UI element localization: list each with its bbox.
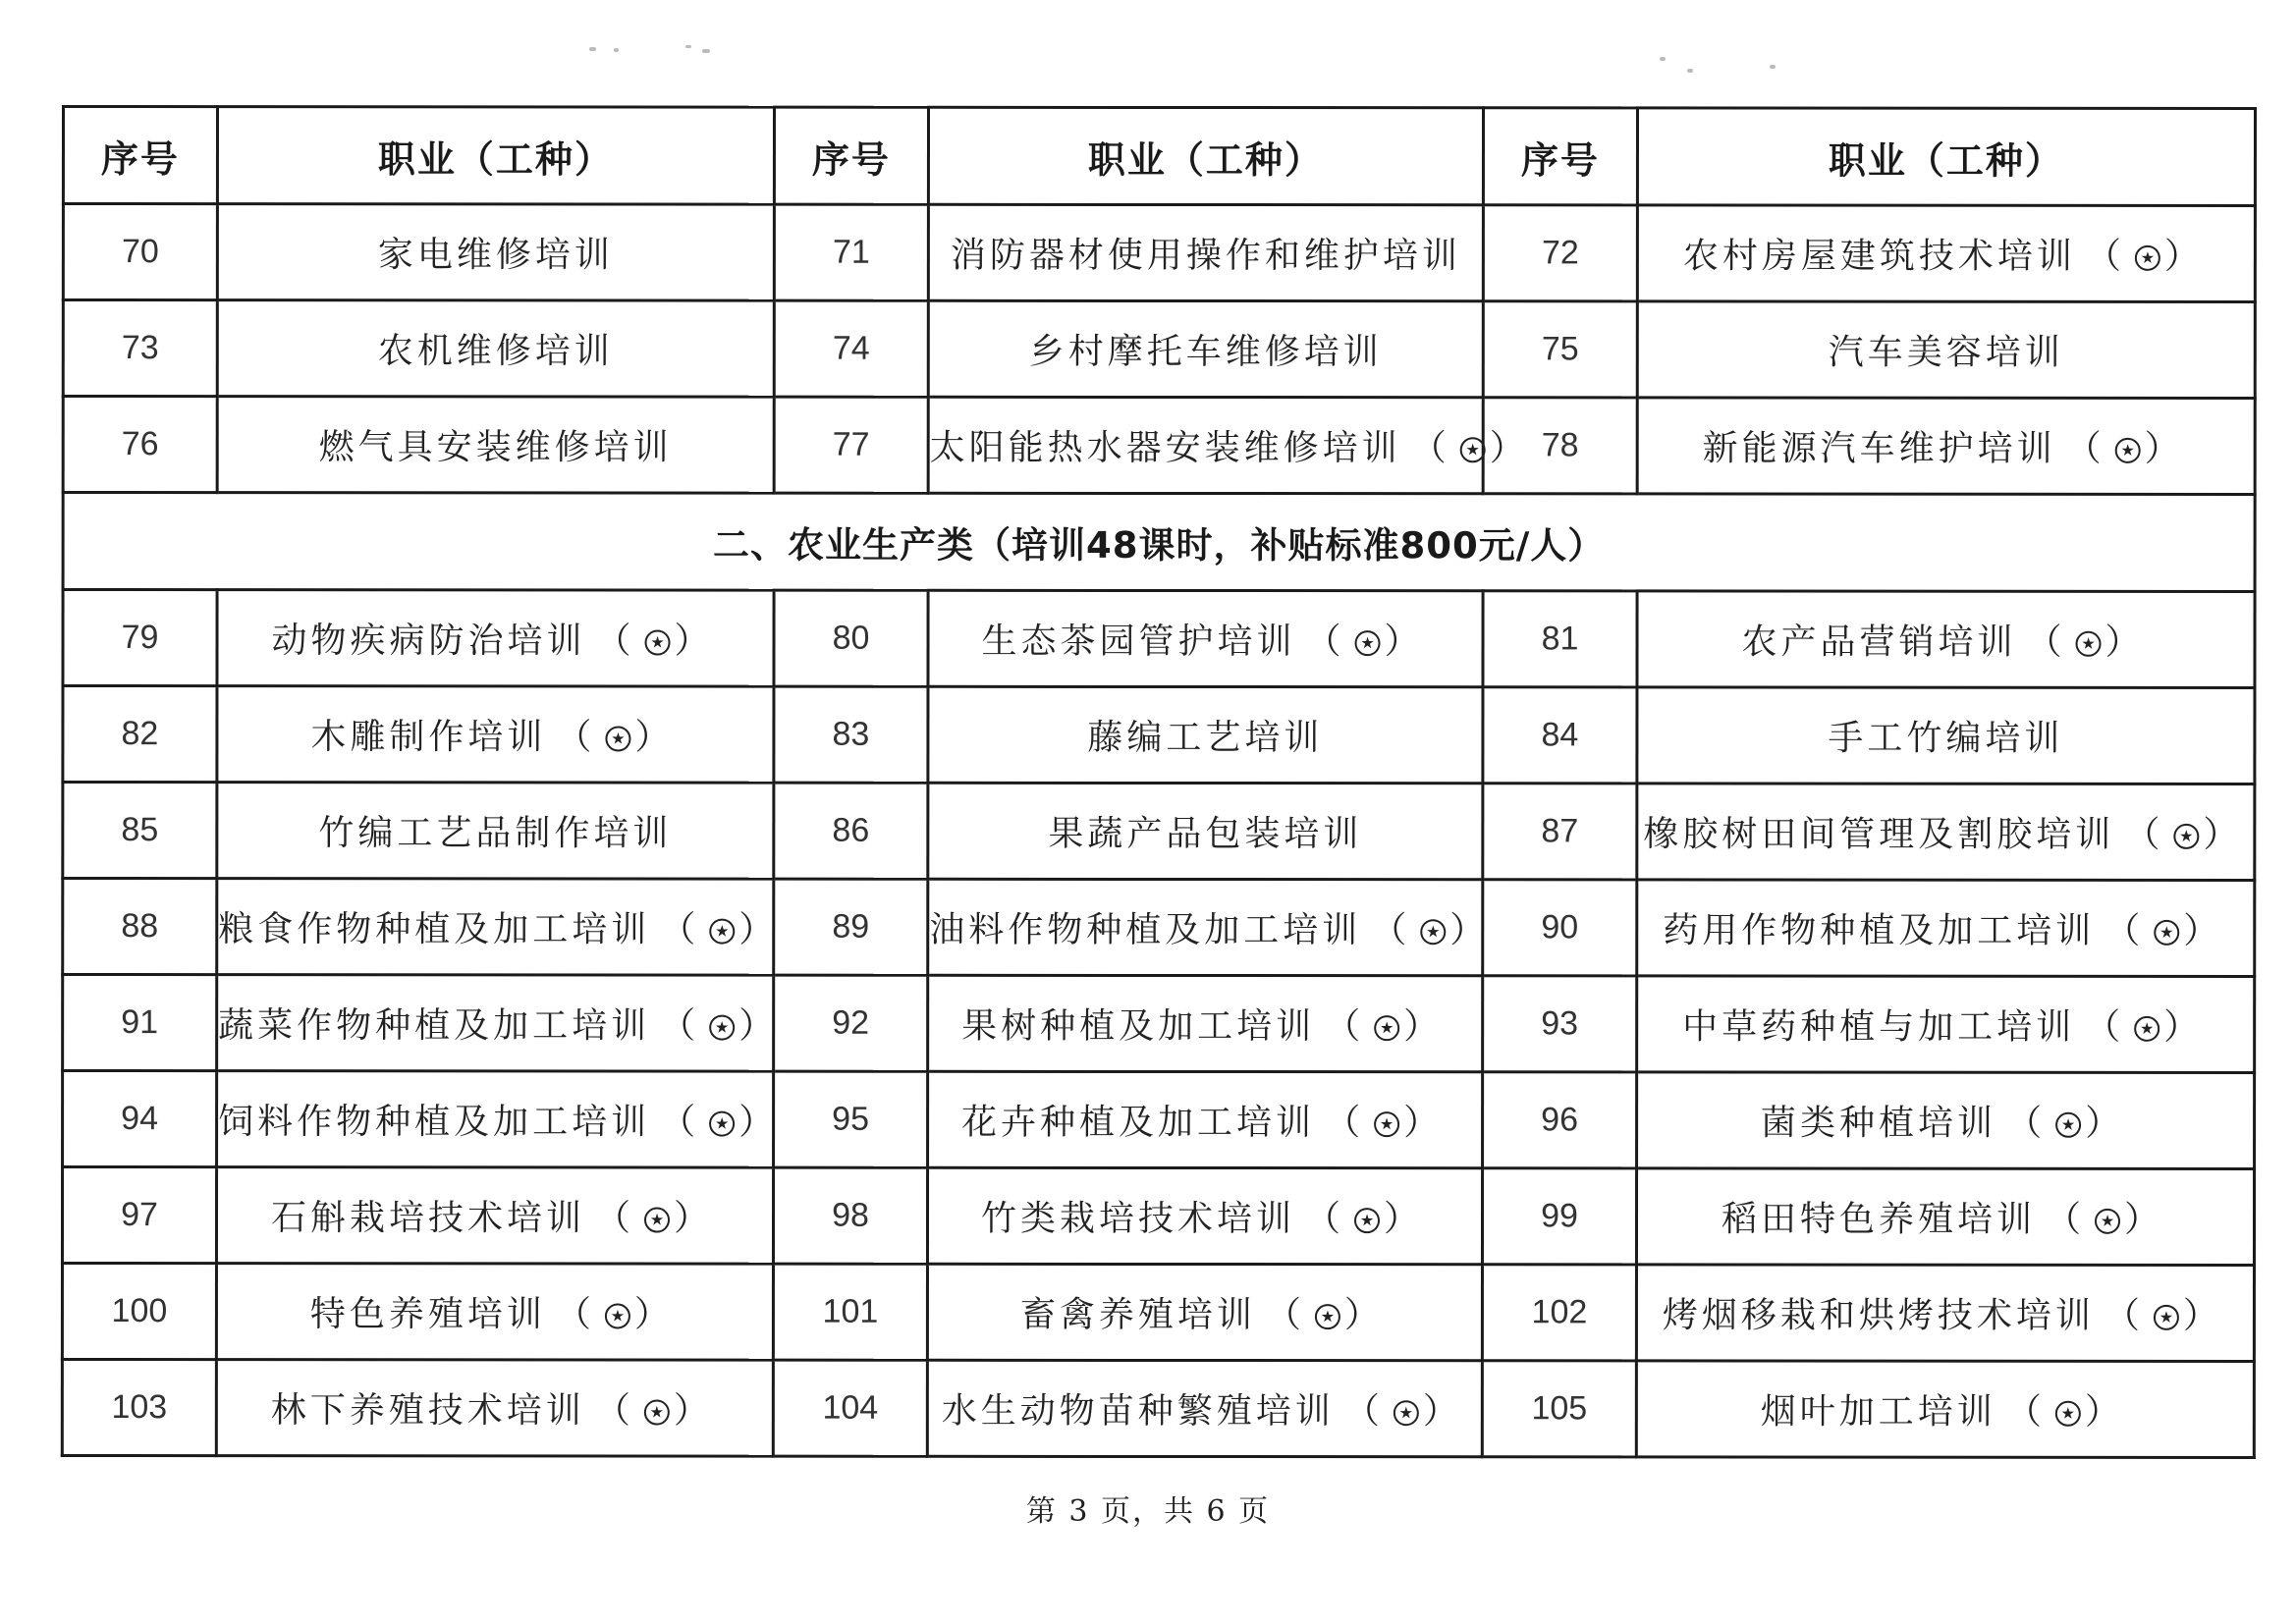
table-row [62, 1264, 2254, 1362]
key-occupation-mark [1266, 1287, 1390, 1337]
mark-close-paren: ） [2105, 622, 2151, 663]
occupation-name: 药用作物种植及加工培训 [1663, 910, 2096, 951]
seq-number: 80 [774, 590, 928, 686]
occupation-name: 菌类种植培训 [1761, 1103, 1997, 1144]
mark-close-paren: ） [2182, 1295, 2228, 1336]
occupation-cell [217, 590, 774, 686]
seq-number: 91 [63, 975, 217, 1071]
group1-body [63, 204, 2255, 495]
mark-open-paren: （ [2006, 1103, 2052, 1144]
occupation-name: 橡胶树田间管理及割胶培训 [1643, 814, 2115, 855]
occupation-cell [1637, 880, 2255, 977]
mark-open-paren: （ [660, 1102, 706, 1143]
occupation-cell [217, 300, 774, 397]
occupation-name: 消防器材使用操作和维护培训 [950, 235, 1461, 277]
occupation-cell [217, 879, 785, 975]
occupation-cell [1637, 687, 2255, 784]
occupation-name: 油料作物种植及加工培训 [929, 909, 1362, 951]
occupation-cell [928, 879, 1496, 975]
scan-speck [589, 47, 596, 51]
scan-speck [614, 48, 619, 52]
occupation-table [61, 105, 2257, 1459]
key-occupation-mark [660, 1095, 784, 1145]
seq-number: 105 [1482, 1361, 1636, 1457]
key-occupation-mark [2105, 1288, 2228, 1338]
occupation-name: 花卉种植及加工培训 [961, 1102, 1316, 1144]
table-header [63, 107, 2255, 206]
mark-close-paren: ） [2203, 814, 2249, 855]
circled-star-icon [1374, 1015, 1399, 1041]
occupation-cell [1637, 1072, 2255, 1169]
seq-number: 94 [63, 1071, 217, 1167]
circled-star-icon [2055, 1112, 2081, 1138]
seq-number: 87 [1483, 784, 1637, 880]
mark-close-paren: ） [1403, 1103, 1449, 1144]
mark-open-paren: （ [594, 1390, 640, 1432]
scan-speck [1770, 65, 1776, 69]
circled-star-icon [2115, 438, 2141, 463]
occupation-cell [1636, 1168, 2254, 1266]
mark-open-paren: （ [594, 1198, 641, 1239]
occupation-name: 手工竹编培训 [1828, 718, 2064, 759]
seq-number: 73 [63, 300, 217, 397]
mark-open-paren: （ [2026, 622, 2072, 663]
seq-number: 76 [63, 397, 217, 493]
mark-close-paren: ） [1343, 1295, 1390, 1336]
key-occupation-mark [2086, 229, 2210, 279]
mark-open-paren: （ [2065, 428, 2111, 469]
occupation-name: 特色养殖培训 [309, 1294, 546, 1335]
mark-open-paren: （ [595, 621, 641, 662]
mark-close-paren: ） [2085, 1103, 2131, 1144]
seq-number: 95 [774, 1071, 928, 1167]
circled-star-icon [709, 1015, 735, 1041]
occupation-cell [928, 1071, 1483, 1167]
mark-close-paren: ） [1383, 1199, 1430, 1240]
circled-star-icon [2095, 1209, 2120, 1234]
seq-header: 序号 [774, 107, 928, 204]
occupation-cell [216, 1167, 773, 1264]
scan-speck [685, 45, 691, 48]
occupation-cell [928, 686, 1483, 783]
occupation-cell [1636, 1265, 2254, 1362]
occupation-header: 职业（工种） [217, 107, 774, 204]
occupation-name: 藤编工艺培训 [1087, 717, 1324, 759]
group2-body [62, 590, 2255, 1458]
mark-close-paren: ） [2144, 428, 2190, 469]
seq-number: 86 [774, 783, 928, 879]
circled-star-icon [2076, 631, 2102, 657]
seq-header: 序号 [1483, 108, 1637, 205]
key-occupation-mark [1305, 614, 1429, 664]
seq-number: 85 [63, 783, 217, 879]
occupation-name: 新能源汽车维护培训 [1702, 428, 2056, 469]
seq-number: 99 [1482, 1168, 1636, 1265]
seq-header: 序号 [63, 107, 217, 204]
table-row [63, 975, 2255, 1073]
seq-number: 96 [1483, 1072, 1637, 1168]
circled-star-icon [1374, 1111, 1399, 1137]
occupation-name: 畜禽养殖培训 [1019, 1294, 1256, 1336]
occupation-name: 燃气具安装维修培训 [318, 427, 673, 468]
occupation-cell [928, 204, 1483, 300]
occupation-cell [927, 1167, 1482, 1264]
mark-close-paren: ） [738, 1005, 785, 1047]
seq-number: 103 [62, 1360, 216, 1456]
occupation-name: 家电维修培训 [377, 235, 614, 276]
circled-star-icon [605, 726, 630, 751]
mark-close-paren: ） [2183, 910, 2229, 951]
occupation-name: 中草药种植与加工培训 [1682, 1006, 2076, 1048]
occupation-name: 蔬菜作物种植及加工培训 [218, 1005, 651, 1047]
header-row [63, 107, 2255, 206]
mark-open-paren: （ [1325, 1006, 1371, 1048]
scan-speck [1660, 57, 1666, 61]
scan-speck [1687, 69, 1693, 73]
key-occupation-mark [2046, 1192, 2169, 1242]
occupation-cell [1637, 205, 2255, 302]
mark-close-paren: ） [1449, 910, 1496, 951]
mark-open-paren: （ [1371, 910, 1417, 951]
key-occupation-mark [1325, 999, 1449, 1049]
seq-number: 84 [1483, 687, 1637, 784]
mark-open-paren: （ [2124, 814, 2170, 855]
mark-close-paren: ） [673, 1198, 720, 1239]
occupation-name: 竹编工艺品制作培训 [318, 813, 673, 854]
mark-close-paren: ） [634, 717, 681, 758]
occupation-name: 稻田特色养殖培训 [1721, 1199, 2037, 1240]
mark-open-paren: （ [1343, 1391, 1390, 1433]
table-row [63, 783, 2255, 881]
circled-star-icon [1420, 919, 1446, 945]
section-title: 二、农业生产类（培训48课时，补贴标准800元/人） [63, 493, 2255, 592]
mark-open-paren: （ [1265, 1295, 1311, 1336]
key-occupation-mark [595, 1382, 719, 1433]
key-occupation-mark [556, 709, 680, 759]
mark-close-paren: ） [1422, 1391, 1468, 1433]
section-row [63, 493, 2255, 592]
scan-speck [702, 49, 710, 53]
mark-open-paren: （ [2085, 1006, 2131, 1048]
occupation-cell [217, 1071, 785, 1167]
circled-star-icon [645, 630, 671, 656]
occupation-name: 粮食作物种植及加工培训 [218, 909, 651, 950]
mark-open-paren: （ [1304, 1199, 1351, 1240]
occupation-cell [928, 783, 1483, 879]
key-occupation-mark [1371, 902, 1495, 952]
seq-number: 89 [774, 879, 928, 975]
occupation-cell [1637, 301, 2255, 399]
occupation-name: 林下养殖技术培训 [270, 1390, 585, 1432]
occupation-cell [217, 397, 774, 493]
mark-open-paren: （ [555, 1294, 601, 1335]
occupation-cell [1636, 1361, 2254, 1458]
mark-open-paren: （ [2005, 1391, 2051, 1433]
occupation-name: 烤烟移栽和烘烤技术培训 [1662, 1295, 2095, 1336]
circled-star-icon [2154, 1305, 2179, 1330]
circled-star-icon [2135, 245, 2160, 271]
table-row [63, 686, 2255, 784]
seq-number: 72 [1483, 205, 1637, 301]
mark-close-paren: ） [673, 1390, 719, 1432]
occupation-cell [217, 204, 774, 300]
occupation-cell [1637, 976, 2255, 1073]
mark-open-paren: （ [660, 1005, 706, 1047]
circled-star-icon [1355, 630, 1381, 656]
key-occupation-mark [2026, 615, 2150, 665]
occupation-cell [216, 1264, 773, 1360]
key-occupation-mark [660, 999, 784, 1049]
seq-number: 75 [1483, 301, 1637, 398]
circled-star-icon [709, 1111, 735, 1137]
seq-number: 92 [774, 975, 928, 1071]
key-occupation-mark [660, 902, 784, 952]
table-row [63, 1071, 2255, 1169]
occupation-cell [1637, 784, 2255, 881]
circled-star-icon [709, 919, 735, 945]
occupation-name: 太阳能热水器安装维修培训 [929, 427, 1401, 469]
seq-number: 83 [774, 686, 928, 783]
seq-number: 77 [774, 397, 928, 493]
occupation-name: 饲料作物种植及加工培训 [218, 1102, 651, 1143]
occupation-cell [927, 1360, 1482, 1456]
mark-open-paren: （ [2045, 1199, 2092, 1240]
page-footer: 第 3 页，共 6 页 [1025, 1494, 1271, 1529]
key-occupation-mark [595, 613, 719, 663]
seq-number: 82 [63, 686, 217, 783]
mark-close-paren: ） [674, 621, 720, 662]
mark-open-paren: （ [556, 717, 602, 758]
occupation-cell [217, 686, 774, 783]
mark-close-paren: ） [1489, 428, 1535, 469]
seq-number: 81 [1483, 591, 1637, 687]
table-row [63, 879, 2255, 977]
mark-open-paren: （ [1305, 622, 1351, 663]
seq-number: 71 [774, 204, 928, 300]
seq-number: 100 [62, 1264, 216, 1360]
occupation-cell [928, 590, 1483, 686]
key-occupation-mark [556, 1286, 680, 1336]
occupation-cell [928, 397, 1535, 493]
key-occupation-mark [2124, 807, 2248, 857]
occupation-cell [1637, 398, 2255, 495]
key-occupation-mark [1411, 420, 1535, 470]
circled-star-icon [2154, 920, 2179, 946]
occupation-name: 动物疾病防治培训 [271, 621, 586, 662]
occupation-cell [217, 975, 785, 1071]
circled-star-icon [605, 1303, 630, 1328]
mark-close-paren: ） [1403, 1006, 1449, 1048]
mark-open-paren: （ [1410, 428, 1456, 469]
occupation-cell [1637, 591, 2255, 688]
circled-star-icon [2173, 824, 2199, 849]
occupation-name: 水生动物苗种繁殖培训 [941, 1390, 1335, 1433]
mark-close-paren: ） [738, 1102, 785, 1143]
mark-open-paren: （ [2085, 236, 2131, 277]
mark-open-paren: （ [2104, 1295, 2150, 1336]
mark-close-paren: ） [633, 1294, 680, 1335]
table-row [63, 204, 2255, 302]
section2-body [63, 493, 2255, 592]
mark-close-paren: ） [2163, 1006, 2210, 1048]
seq-number: 90 [1483, 880, 1637, 976]
seq-number: 93 [1483, 976, 1637, 1072]
mark-close-paren: ） [2123, 1199, 2170, 1240]
occupation-cell [217, 783, 774, 879]
table-row [62, 1167, 2254, 1266]
key-occupation-mark [1344, 1383, 1468, 1434]
occupation-name: 汽车美容培训 [1828, 332, 2064, 373]
seq-number: 97 [62, 1167, 216, 1264]
occupation-name: 果树种植及加工培训 [961, 1005, 1316, 1048]
occupation-name: 竹类栽培技术培训 [980, 1198, 1296, 1240]
mark-close-paren: ） [2084, 1391, 2130, 1433]
key-occupation-mark [2105, 903, 2228, 953]
circled-star-icon [1354, 1208, 1380, 1233]
mark-open-paren: （ [2105, 910, 2151, 951]
key-occupation-mark [2006, 1096, 2130, 1146]
circled-star-icon [1315, 1304, 1340, 1329]
circled-star-icon [644, 1208, 670, 1233]
seq-number: 88 [63, 879, 217, 975]
occupation-name: 生态茶园管护培训 [981, 621, 1296, 663]
seq-number: 104 [773, 1360, 927, 1456]
occupation-cell [216, 1360, 773, 1456]
occupation-header: 职业（工种） [1637, 108, 2255, 206]
mark-open-paren: （ [1325, 1103, 1371, 1144]
key-occupation-mark [2006, 1384, 2130, 1434]
key-occupation-mark [2085, 1000, 2209, 1050]
mark-open-paren: （ [660, 909, 706, 950]
seq-number: 74 [774, 300, 928, 397]
seq-number: 101 [773, 1264, 927, 1360]
occupation-name: 石斛栽培技术培训 [270, 1198, 586, 1239]
circled-star-icon [1394, 1400, 1419, 1426]
circled-star-icon [2055, 1401, 2081, 1427]
circled-star-icon [1460, 437, 1486, 462]
table-row [63, 397, 2255, 495]
occupation-name: 农机维修培训 [377, 331, 614, 372]
occupation-name: 乡村摩托车维修培训 [1028, 331, 1383, 373]
table-row [62, 1360, 2254, 1458]
occupation-header: 职业（工种） [928, 107, 1483, 204]
mark-close-paren: ） [1384, 622, 1430, 663]
key-occupation-mark [1305, 1191, 1429, 1241]
occupation-cell [928, 975, 1483, 1071]
seq-number: 79 [63, 590, 217, 686]
occupation-name: 木雕制作培训 [310, 717, 547, 758]
mark-close-paren: ） [738, 909, 785, 950]
key-occupation-mark [595, 1190, 719, 1240]
occupation-cell [927, 1264, 1482, 1360]
circled-star-icon [2134, 1016, 2159, 1042]
key-occupation-mark [2066, 421, 2190, 471]
occupation-name: 果蔬产品包装培训 [1048, 813, 1363, 855]
occupation-name: 农村房屋建筑技术培训 [1682, 236, 2076, 277]
seq-number: 70 [63, 204, 217, 300]
key-occupation-mark [1325, 1095, 1449, 1145]
mark-close-paren: ） [2163, 236, 2210, 277]
seq-number: 78 [1483, 398, 1637, 494]
seq-number: 98 [773, 1167, 927, 1264]
seq-number: 102 [1482, 1265, 1636, 1361]
occupation-name: 烟叶加工培训 [1760, 1391, 1996, 1433]
occupation-cell [928, 300, 1483, 397]
circled-star-icon [644, 1400, 670, 1426]
table-row [63, 300, 2255, 399]
occupation-name: 农产品营销培训 [1741, 622, 2017, 663]
table-row [63, 590, 2255, 688]
